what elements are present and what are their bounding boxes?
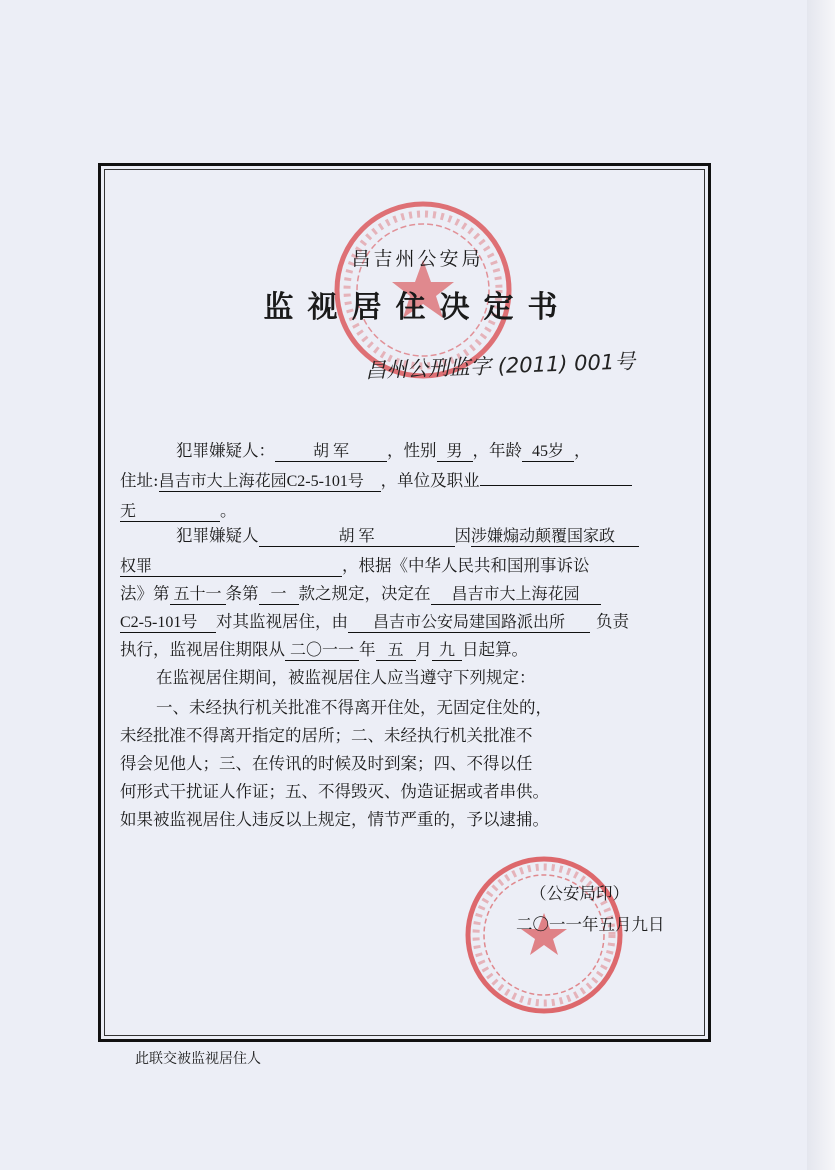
address-label: 住址: — [120, 471, 159, 490]
job-label: ，单位及职业 — [380, 471, 480, 490]
rule-line: 一、未经执行机关批准不得离开住处，无固定住处的， — [156, 698, 552, 717]
seal-label: （公安局印） — [530, 884, 629, 903]
suspect-label-2: 犯罪嫌疑人 — [176, 526, 259, 545]
document-number: 昌州公刑监字 (2011) 001号 — [364, 349, 636, 383]
rule-line: 未经批准不得离开指定的居所；二、未经执行机关批准不 — [120, 726, 533, 745]
residence-field-part2: C2-5-101号 — [120, 614, 216, 633]
rules-intro: 在监视居住期间，被监视居住人应当遵守下列规定： — [156, 668, 536, 687]
responsible-text: 负责 — [596, 612, 629, 631]
suspect-name-field: 胡 军 — [275, 443, 387, 462]
start-month-field: 五 — [376, 642, 416, 661]
occupation-field: 无 — [120, 503, 220, 522]
document-title: 监视居住决定书 — [263, 290, 572, 325]
rule-line: 得会见他人；三、在传讯的时候及时到案；四、不得以任 — [120, 754, 533, 773]
law-text-b: 条第 — [225, 584, 259, 603]
law-text-a: 法》第 — [120, 584, 170, 603]
start-day-field: 九 — [432, 642, 462, 661]
start-year-field: 二〇一一 — [285, 642, 359, 661]
scan-edge — [807, 0, 835, 1170]
decision-line-3 — [120, 580, 700, 605]
rule-line: 如果被监视居住人违反以上规定，情节严重的，予以逮捕。 — [120, 810, 549, 829]
address-field: 昌吉市大上海花园C2-5-101号 — [159, 473, 381, 492]
article-field: 五十一 — [170, 586, 226, 605]
job-blank — [480, 485, 632, 486]
issue-date: 二〇一一年五月九日 — [516, 915, 665, 934]
occupation-line — [120, 497, 700, 522]
age-field: 45岁 — [522, 443, 574, 462]
rule-line: 何形式干扰证人作证；五、不得毁灭、伪造证据或者串供。 — [120, 782, 549, 801]
punctuation: 。 — [220, 501, 237, 520]
address-line — [120, 467, 700, 492]
start-text: 日起算。 — [462, 640, 528, 659]
age-label: ，年龄 — [472, 441, 522, 460]
crime-field-part2: 权罪 — [120, 558, 342, 577]
year-label: 年 — [359, 640, 376, 659]
suspect-name-field-2: 胡 军 — [259, 528, 455, 547]
footer-note: 此联交被监视居住人 — [135, 1051, 261, 1067]
crime-field-part1: 涉嫌煽动颠覆国家政 — [471, 528, 639, 547]
gender-field: 男 — [437, 443, 473, 462]
law-reference-text: ，根据《中华人民共和国刑事诉讼 — [342, 556, 590, 575]
month-label: 月 — [415, 640, 432, 659]
decision-line-1 — [120, 522, 700, 547]
suspect-label: 犯罪嫌疑人： — [176, 441, 275, 460]
gender-label: ，性别 — [387, 441, 437, 460]
issuing-authority: 昌吉州公安局 — [351, 248, 484, 270]
decision-line-2 — [120, 552, 700, 577]
suspect-info-line — [120, 437, 700, 462]
clause-field: 一 — [259, 586, 299, 605]
decision-line-5 — [120, 636, 700, 661]
residence-field-part1: 昌吉市大上海花园 — [431, 586, 601, 605]
supervision-text: 对其监视居住，由 — [216, 612, 348, 631]
punctuation: ， — [574, 441, 591, 460]
executing-agency-field: 昌吉市公安局建国路派出所 — [348, 614, 590, 633]
period-text: 执行，监视居住期限从 — [120, 640, 285, 659]
because-text: 因 — [454, 526, 471, 545]
decision-line-4 — [120, 608, 700, 633]
law-text-c: 款之规定，决定在 — [298, 584, 431, 603]
